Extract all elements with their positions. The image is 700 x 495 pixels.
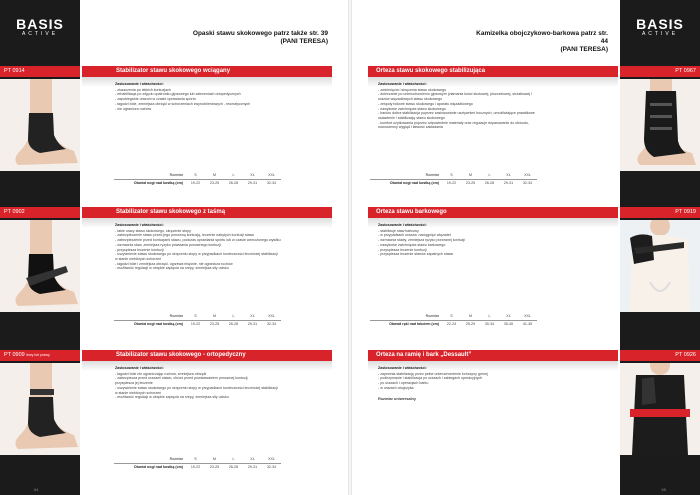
size-cell: XXL (262, 172, 281, 179)
size-cell: S (186, 172, 205, 179)
product-title-bar (82, 350, 332, 361)
description-line: - zabezpiecza przed urazami stawu, chroni przed powstawaniem ponownej kontuzji, (115, 376, 249, 381)
size-cell: XL (243, 313, 262, 320)
description-line: - w przypadkach urazów, naciągnięć więzadeł (378, 233, 451, 238)
description-heading: Zastosowanie i właściwości: (378, 223, 427, 227)
size-cell: XXL (262, 313, 281, 320)
left-headline (193, 30, 328, 46)
brand-logo-right (620, 16, 700, 37)
size-cell: M (461, 172, 480, 179)
size-table (114, 456, 281, 470)
size-row (114, 172, 281, 179)
description-line: nowoczesny wygląd i łatwość zakładania (378, 125, 443, 130)
size-cell: S (442, 172, 461, 179)
brand-name: BASIS (636, 16, 684, 32)
description-line: - zespoły bólowe stawu skokowego i aparatu więzadłowego (378, 101, 473, 106)
description-line: przyspiesza jej leczenie (115, 381, 153, 386)
measure-cell: 32-34 (266, 321, 277, 326)
size-table (370, 313, 537, 327)
product-title: Stabilizator stawu skokowego wciągany (116, 68, 231, 74)
description-line: - łagodzi bóle i zmniejsza obrzęki, ogrzewa mięśnie, nie ogranicza ruchów (115, 261, 233, 266)
description-line: - nawykowe zwichnięcia stawu skokowego (378, 106, 446, 111)
size-cell: XL (499, 172, 518, 179)
measure-cell: 26-28 (484, 180, 495, 185)
description-line: - zapewnia stabilizację przez pełne unieruchomienie kończyny górnej (378, 371, 488, 376)
brand-name: BASIS (16, 16, 64, 32)
description-line: - uszywnienie stawu skokowego po skręceniu stopy w przypadkach konieczności leczniczej stabilizacji (115, 252, 278, 257)
product-code-label (0, 350, 80, 361)
size-header: Rozmiar (370, 172, 442, 179)
size-table (114, 172, 281, 186)
description-line: - przyspiesza leczenie kontuzji (115, 247, 164, 252)
brand-sub: ACTIVE (641, 31, 679, 37)
size-cell: M (461, 313, 480, 320)
size-cell: M (205, 456, 224, 463)
size-cell: S (442, 313, 461, 320)
measure-row (114, 320, 281, 327)
measure-cell: 19-22 (190, 464, 201, 469)
description-line: - po urazach i operacjach barku (378, 381, 429, 386)
size-cell: M (205, 172, 224, 179)
product-description (115, 223, 315, 271)
measure-cell: 25-29 (465, 321, 476, 326)
measure-label: Obwód nogi nad kostką (cm) (133, 180, 183, 185)
size-cell: S (186, 313, 205, 320)
measure-cell: 32-34 (266, 464, 277, 469)
size-cell: L (224, 456, 243, 463)
size-cell: XL (499, 313, 518, 320)
left-headline-line1: Opaski stawu skokowego patrz także str. 39 (192, 30, 328, 37)
size-cell: S (186, 456, 205, 463)
right-headline (468, 30, 608, 54)
description-heading: Zastosowanie i właściwości: (115, 223, 164, 227)
description-line: w stanie niektórych schorzeń (115, 256, 162, 261)
size-cell: M (205, 313, 224, 320)
brand-sub: ACTIVE (21, 31, 59, 37)
measure-row (370, 320, 537, 327)
product-photo (0, 220, 80, 312)
measure-cell: 23-25 (209, 180, 220, 185)
product-photo (0, 363, 80, 455)
measure-cell: 26-28 (228, 321, 239, 326)
description-heading: Zastosowanie i właściwości: (378, 82, 427, 86)
product-description (115, 366, 315, 400)
description-heading: Zastosowanie i właściwości: (115, 366, 164, 370)
size-table (114, 313, 281, 327)
description-line: urazów więzadłowych stawu skokowego (378, 97, 443, 102)
product-photo (620, 220, 700, 312)
page-number-right: 65 (661, 487, 666, 492)
description-line: - rehabilitacja po zdjęciu opatrunku gipsowego lub zaleceniach ortopedycznych (115, 92, 241, 97)
product-title: Orteza stawu skokowego stabilizująca (376, 68, 486, 74)
product-title: Stabilizator stawu skokowego - ortopedyczny (116, 352, 246, 358)
description-line: - możliwość regulacji w obrębie zapięcia na rzepy, zmniejsza siły ucisku (115, 395, 229, 400)
size-table (370, 172, 537, 186)
measure-row (370, 179, 537, 186)
product-code: PT 0967 (675, 68, 696, 74)
measure-cell: 23-25 (465, 180, 476, 185)
description-line: - stabilizuje staw barkowy (378, 228, 419, 233)
measure-cell: 19-22 (446, 180, 457, 185)
size-cell: XL (243, 172, 262, 179)
size-cell: L (480, 313, 499, 320)
description-line: - złuszczenia po lekkich kontuzjach (115, 87, 171, 92)
product-title-bar (82, 66, 332, 77)
description-line: - zabezpieczenie przed kontuzjami stawu, podczas uprawiania sportu lub w czasie wzmożonego wysiłku (115, 238, 281, 243)
product-code-label (0, 66, 80, 77)
size-cell: L (224, 172, 243, 179)
product-description (378, 366, 578, 401)
size-header: Rozmiar (114, 313, 186, 320)
description-line: - zabezpieczenie stawu przed jego ponowną kontuzją, leczenie nabytych kontuzji stawu (115, 233, 255, 238)
description-line: ustawienie i stabilizację stawu skokowego (378, 115, 445, 120)
size-header: Rozmiar (114, 172, 186, 179)
page-gutter (348, 0, 352, 495)
product-photo (620, 79, 700, 171)
description-line: - łagodzi bóle, zmniejsza obrzęki w schorzeniach zwyrodnieniowych - reumatycznych (115, 101, 251, 106)
size-cell: L (480, 172, 499, 179)
description-line: - nie ogranicza ruchów (115, 106, 152, 111)
product-code: PT 0909 (4, 352, 25, 358)
measure-cell: 29-31 (247, 464, 258, 469)
measure-cell: 32-34 (266, 180, 277, 185)
measure-cell: 26-28 (228, 464, 239, 469)
measure-row (114, 463, 281, 470)
product-code: PT 0919 (675, 209, 696, 215)
size-cell: XXL (262, 456, 281, 463)
measure-cell: 29-31 (503, 180, 514, 185)
product-code: PT 0902 (4, 209, 25, 215)
measure-row (114, 179, 281, 186)
description-line: - możliwość regulacji w obrębie zapięcia na rzepy, zmniejsza siły ucisku (115, 266, 229, 271)
measure-cell: 30-34 (484, 321, 495, 326)
description-line: - uszywnienie stawu skokowego po skręceniu stopy w przypadkach konieczności leczniczej stabilizacji (115, 385, 278, 390)
product-title-bar (368, 207, 618, 218)
description-line: - doleczanie po unieruchomieniu gipsowym (złamania kości skokowej, piszczelowej, strzałkowej i (378, 92, 532, 97)
size-row (114, 313, 281, 320)
measure-label: Obwód nogi nad kostką (cm) (133, 321, 183, 326)
size-cell: XXL (518, 313, 537, 320)
measure-cell: 26-28 (228, 180, 239, 185)
size-cell: XXL (518, 172, 537, 179)
product-photo (0, 79, 80, 171)
measure-cell: 35-40 (503, 321, 514, 326)
description-heading: Zastosowanie i właściwości: (378, 366, 427, 370)
description-line: w stanie niektórych schorzeń (115, 390, 162, 395)
size-row (370, 172, 537, 179)
description-line: - zwichnięcia i skręcenia stawu skokowego (378, 87, 447, 92)
size-row (114, 456, 281, 463)
product-code-label (620, 66, 700, 77)
description-heading: Zastosowanie i właściwości: (115, 82, 164, 86)
description-line: - przyspiesza leczenie kontuzji (378, 247, 427, 252)
size-note: Rozmiar uniwersalny (378, 396, 416, 401)
description-line: - takie urazy stawu skokowego, skręcenie stopy (115, 228, 191, 233)
measure-label: Obwód nogi nad kostką (cm) (133, 464, 183, 469)
product-title-bar (82, 207, 332, 218)
description-line: - wzmacnia stawy, zmniejsza ryzyko ponownej kontuzji (378, 238, 466, 243)
right-headline-line1: Kamizelka obojczykowo-barkowa patrz str. 44 (476, 30, 608, 45)
product-code-label (0, 207, 80, 218)
product-title: Stabilizator stawu skokowego z taśmą (116, 209, 226, 215)
product-code: PT 0926 (675, 352, 696, 358)
measure-cell: 23-25 (209, 321, 220, 326)
measure-cell: 29-31 (247, 321, 258, 326)
description-line: - bardzo dobra stabilizacja poprzez zastosowanie usztywnień bocznych, umożliwiające prawidłowe (378, 111, 535, 116)
measure-label: Obwód nogi nad kostką (cm) (389, 180, 439, 185)
product-title: Orteza na ramię i bark „Dessault” (376, 352, 472, 358)
size-header: Rozmiar (370, 313, 442, 320)
product-description (378, 223, 578, 257)
product-code-label (620, 207, 700, 218)
brand-logo-left (0, 16, 80, 37)
description-line: - wzmacnia staw, zmniejsza ryzyko powstania ponownego kontuzji (115, 242, 221, 247)
size-cell: L (224, 313, 243, 320)
product-title-bar (368, 350, 618, 361)
description-line: - komfort użytkowania poprzez odpowiednie materiały oraz regulacje dopasowanie do obwodu, (378, 120, 529, 125)
description-line: - zapobieganie urazom w czasie uprawiania sportu (115, 97, 196, 102)
product-title: Orteza stawu barkowego (376, 209, 447, 215)
product-description (115, 82, 315, 111)
measure-label: Obwód ręki nad łokciem (cm) (389, 321, 439, 326)
product-description (378, 82, 578, 130)
description-line: - podtrzymanie i stabilizacja po urazach i zabiegach operacyjnych (378, 376, 483, 381)
right-headline-line2: (PANI TERESA) (560, 46, 608, 53)
size-cell: XL (243, 456, 262, 463)
product-code-note: lewy lub prawy (26, 353, 50, 357)
measure-cell: 22-24 (446, 321, 457, 326)
page-number-left: 64 (34, 487, 39, 492)
measure-cell: 41-45 (522, 321, 533, 326)
size-row (370, 313, 537, 320)
description-line: - łagodzi bóle nie ograniczając ruchów, zmniejsza obrzęki (115, 371, 207, 376)
measure-cell: 29-31 (247, 180, 258, 185)
description-line: - nawykowe zwichnięcia stawu barkowego (378, 242, 446, 247)
measure-cell: 32-34 (522, 180, 533, 185)
measure-cell: 19-22 (190, 321, 201, 326)
measure-cell: 19-22 (190, 180, 201, 185)
size-header: Rozmiar (114, 456, 186, 463)
left-headline-line2: (PANI TERESA) (280, 38, 328, 45)
measure-cell: 23-25 (209, 464, 220, 469)
product-code-label (620, 350, 700, 361)
right-page (350, 0, 700, 495)
product-code: PT 0914 (4, 68, 25, 74)
description-line: - przyspiesza leczenie stanów zapalnych stawu (378, 252, 454, 257)
product-title-bar (368, 66, 618, 77)
description-line: - w urazach obojczyka (378, 385, 414, 390)
product-photo (620, 363, 700, 455)
